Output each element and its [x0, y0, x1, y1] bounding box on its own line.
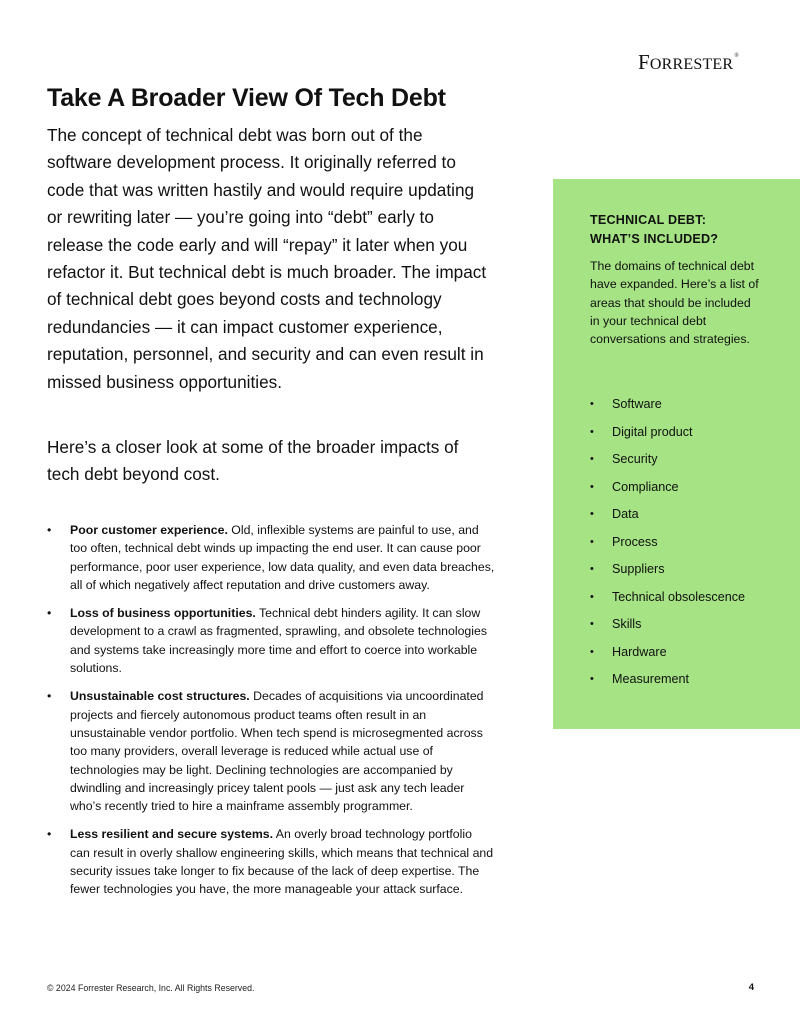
bullet-icon: •: [47, 689, 52, 704]
bullet-icon: •: [590, 563, 594, 575]
domain-label: Measurement: [612, 672, 689, 686]
domain-label: Suppliers: [612, 562, 665, 576]
domain-item: [590, 560, 745, 588]
page-number: 4: [748, 982, 754, 993]
included-sidebar: [553, 179, 800, 729]
footer-copyright: © 2024 Forrester Research, Inc. All Rights Reserved.: [47, 983, 255, 993]
domain-label: Process: [612, 534, 658, 549]
bullet-icon: •: [47, 523, 52, 537]
impacts-list: [47, 521, 495, 909]
page-title: Take A Broader View Of Tech Debt: [47, 84, 446, 112]
impact-text: Old, inflexible systems are painful to use, and too often, technical debt winds up impacting the end user. It can cause poor performance, poor user experience, low data quality, and even data breaches, all of which negatively affect reputation and drive customers away.: [70, 523, 495, 592]
bullet-icon: •: [590, 645, 594, 658]
bullet-icon: •: [47, 827, 52, 842]
bullet-icon: •: [590, 590, 594, 603]
impact-heading: Loss of business opportunities.: [70, 606, 256, 621]
domains-list: [590, 395, 745, 698]
impact-heading: Less resilient and secure systems.: [70, 827, 274, 842]
sidebar-intro: The domains of technical debt have expanded. Here’s a list of areas that should be included in your technical debt conversations and strategies.: [590, 259, 759, 347]
domain-item: [590, 533, 745, 561]
closer-paragraph: Here’s a closer look at some of the broader impacts of tech debt beyond cost.: [47, 437, 459, 485]
domain-label: Security: [612, 452, 658, 466]
sidebar-heading: [590, 211, 790, 248]
domain-item: [590, 423, 745, 451]
domain-label: Digital product: [612, 424, 693, 439]
impact-item-cost-structures: [47, 687, 495, 815]
impact-text: An overly broad technology portfolio can result in overly shallow engineering skills, which means that technical and security issues take longer to fix because of the lack of deep expertise. The fewer technologies you have, the more manageable your attack surface.: [70, 827, 494, 897]
domain-label: Hardware: [612, 644, 667, 659]
bullet-icon: •: [47, 606, 52, 621]
sidebar-heading-line1: TECHNICAL DEBT:: [590, 213, 707, 227]
bullet-icon: •: [590, 618, 594, 630]
domain-label: Technical obsolescence: [612, 589, 746, 604]
bullet-icon: •: [590, 480, 594, 493]
bullet-icon: •: [590, 425, 594, 438]
impact-item-customer-experience: [47, 521, 495, 594]
domain-item: [590, 478, 745, 506]
logo-initial: F: [638, 50, 650, 74]
sidebar-heading-line2: WHAT’S INCLUDED?: [590, 231, 719, 246]
domain-label: Compliance: [612, 479, 679, 494]
domain-item: [590, 505, 745, 533]
domain-item: [590, 615, 745, 643]
bullet-icon: •: [590, 398, 594, 410]
impact-item-business-opportunities: [47, 604, 495, 677]
intro-paragraph: The concept of technical debt was born out of the software development process. It originally referred to code that was written hastily and would require updating or rewriting later — you’re going into “debt” early to release the code early and will “repay” it later when you refactor it. But technical debt is much broader. The impact of technical debt goes beyond costs and technology redundancies — it can impact customer experience, reputation, personnel, and security and can even result in missed business opportunities.: [47, 125, 487, 392]
domain-label: Data: [612, 507, 639, 521]
registered-mark: ®: [734, 53, 740, 59]
domain-item: [590, 588, 745, 616]
bullet-icon: •: [590, 535, 594, 548]
domain-item: [590, 670, 745, 698]
domain-item: [590, 395, 745, 423]
forrester-logo: [638, 50, 756, 72]
bullet-icon: •: [590, 453, 594, 465]
bullet-icon: •: [590, 673, 594, 685]
logo-wordmark: ORRESTER: [649, 56, 734, 73]
impact-item-resilient-systems: [47, 825, 495, 898]
impact-heading: Unsustainable cost structures.: [70, 689, 250, 704]
bullet-icon: •: [590, 508, 594, 520]
impact-text: Technical debt hinders agility. It can slow development to a crawl as fragmented, sprawling, and obsolete technologies and systems take increasingly more time and effort to coerce into workable solutions.: [70, 606, 487, 676]
impact-text: Decades of acquisitions via uncoordinated projects and fiercely autonomous product teams often result in an unsustainable vendor portfolio. When tech spend is microsegmented across too many providers, overall leverage is reduced while actual use of technologies may be light. Declining technologies are accompanied by dwindling and increasingly pricey talent pools — just ask any tech leader who’s recently tried to hire a mainframe assembly programmer.: [70, 689, 484, 814]
domain-item: [590, 450, 745, 478]
domain-label: Skills: [612, 617, 642, 631]
impact-heading: Poor customer experience.: [70, 523, 228, 537]
domain-item: [590, 643, 745, 671]
domain-label: Software: [612, 397, 662, 411]
